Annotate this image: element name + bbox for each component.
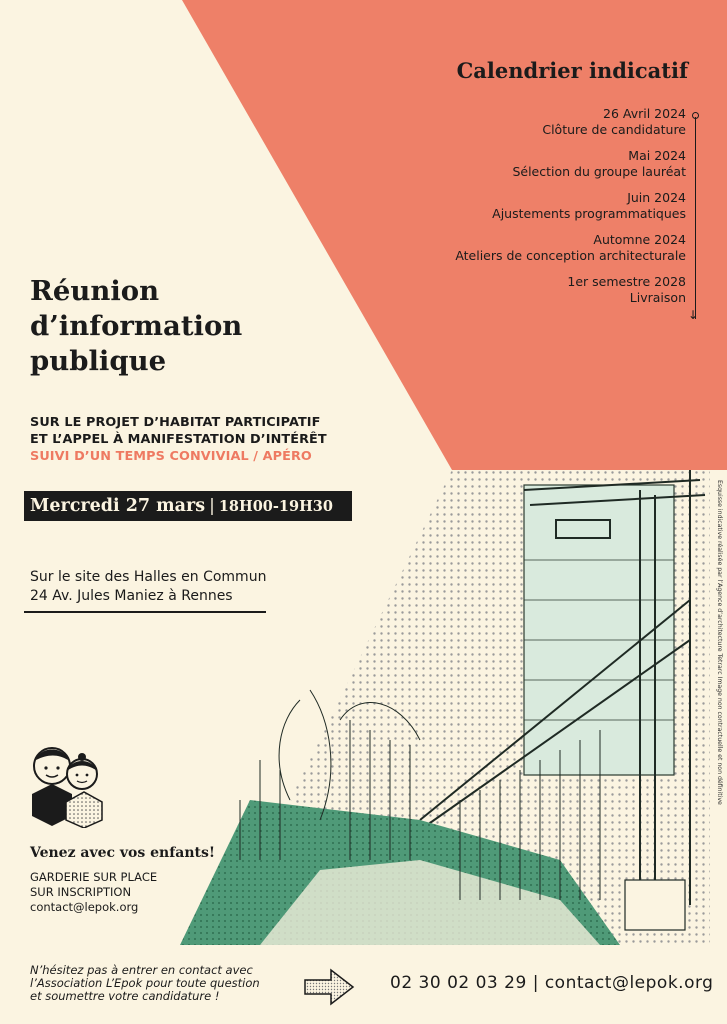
- divider: [24, 611, 266, 613]
- footer-message-line: N’hésitez pas à entrer en contact avec: [30, 963, 253, 977]
- calendar-item: [380, 274, 686, 306]
- calendar-description: Livraison: [629, 290, 686, 305]
- title-line: publique: [30, 345, 167, 377]
- event-location: [30, 568, 266, 606]
- footer-message: [30, 964, 260, 1003]
- arrow-right-icon: [303, 967, 355, 1007]
- kids-info-line: GARDERIE SUR PLACE: [30, 870, 158, 884]
- calendar-item: [380, 190, 686, 222]
- footer-message-line: l’Association L’Epok pour toute question: [30, 976, 260, 990]
- calendar-date: Automne 2024: [593, 232, 686, 247]
- subtitle-line: ET L’APPEL À MANIFESTATION D’INTÉRÊT: [30, 432, 327, 447]
- kids-info-line: SUR INSCRIPTION: [30, 885, 132, 899]
- timeline-line: [695, 117, 696, 319]
- location-line: 24 Av. Jules Maniez à Rennes: [30, 588, 233, 604]
- calendar-date: 26 Avril 2024: [603, 106, 686, 121]
- calendar-description: Clôture de candidature: [542, 122, 686, 137]
- calendar-item: [380, 232, 686, 264]
- email-link[interactable]: contact@lepok.org: [544, 973, 714, 993]
- calendar-date: 1er semestre 2028: [567, 274, 686, 289]
- subtitle-line: SUR LE PROJET D’HABITAT PARTICIPATIF: [30, 415, 321, 430]
- contact-separator: |: [532, 973, 539, 993]
- calendar-item: [380, 148, 686, 180]
- title-line: d’information: [30, 310, 243, 342]
- footer-contact: [390, 973, 713, 993]
- title-line: Réunion: [30, 275, 160, 307]
- event-time: 18H00-19H30: [218, 497, 333, 515]
- children-icon: [28, 744, 106, 828]
- event-date: Mercredi 27 mars: [30, 496, 206, 516]
- kids-email-link[interactable]: contact@lepok.org: [30, 900, 139, 914]
- kids-info: [30, 870, 157, 915]
- calendar-item: [380, 106, 686, 138]
- calendar-description: Sélection du groupe lauréat: [512, 164, 686, 179]
- calendar-description: Ateliers de conception architecturale: [455, 248, 686, 263]
- calendar-date: Juin 2024: [627, 190, 686, 205]
- date-separator: |: [209, 496, 215, 516]
- calendar-date: Mai 2024: [628, 148, 686, 163]
- event-subtitle: [30, 414, 327, 465]
- location-line: Sur le site des Halles en Commun: [30, 569, 267, 585]
- calendar-title: Calendrier indicatif: [456, 58, 688, 83]
- page-title: [30, 274, 242, 379]
- timeline-arrow-icon: ↓: [688, 308, 699, 322]
- subtitle-accent-line: SUIVI D’UN TEMPS CONVIVIAL / APÉRO: [30, 449, 312, 464]
- event-date-band: [24, 491, 352, 521]
- calendar-list: [380, 106, 686, 316]
- footer-message-line: et soumettre votre candidature !: [30, 989, 220, 1003]
- illustration-credit: Esquisse indicative réalisée par l’Agence d’architecture Tetrarc Image non contractuelle et non définitive: [716, 480, 723, 805]
- phone-number[interactable]: 02 30 02 03 29: [390, 973, 527, 993]
- calendar-description: Ajustements programmatiques: [492, 206, 686, 221]
- kids-title: Venez avec vos enfants!: [30, 845, 215, 861]
